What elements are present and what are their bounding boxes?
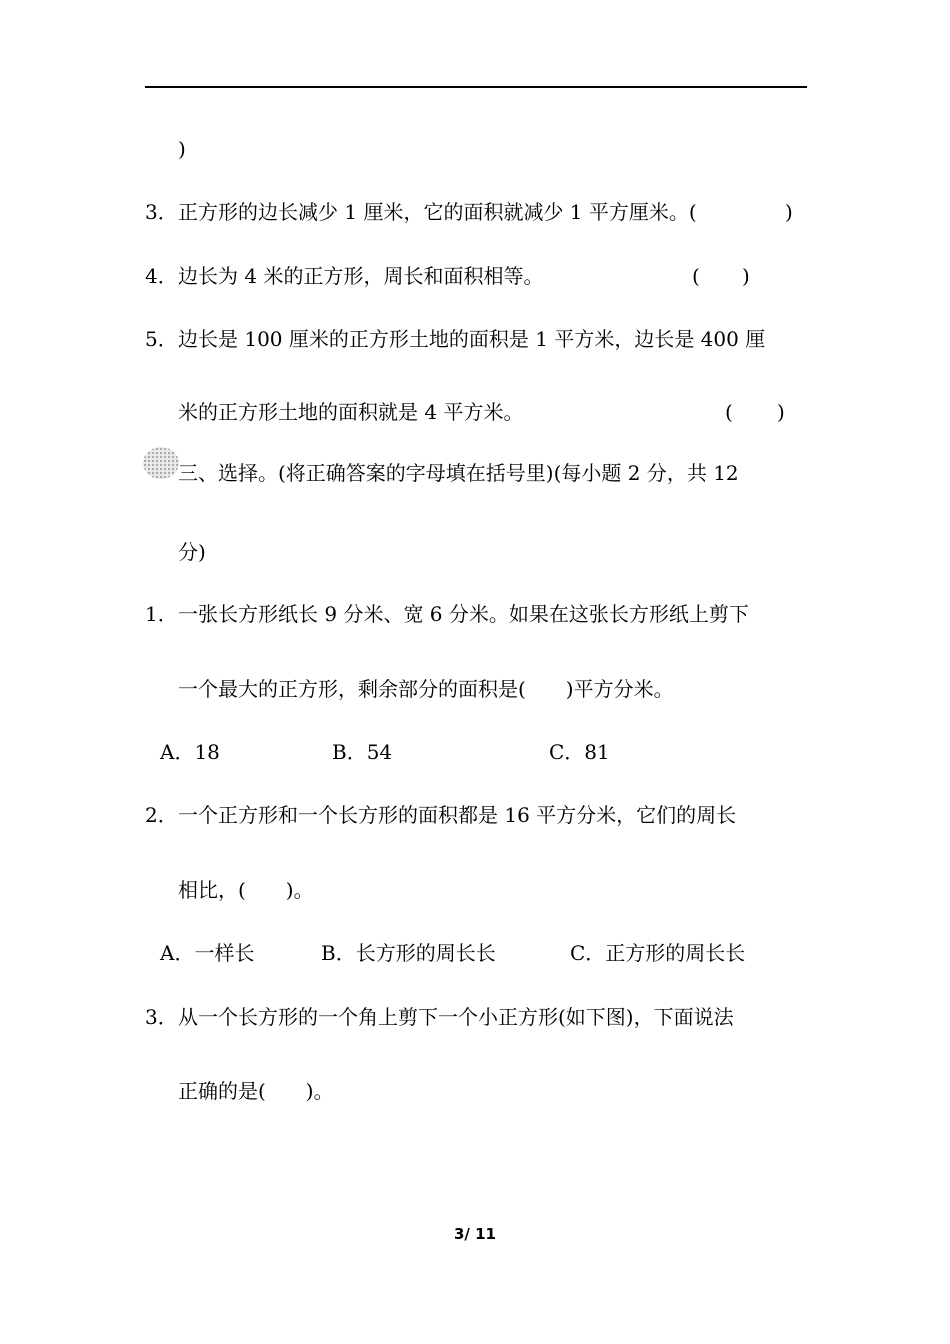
choice-1-option-c: C．81	[549, 740, 610, 764]
judgement-4-text: 边长为 4 米的正方形，周长和面积相等。	[178, 264, 544, 288]
judgement-3-number: 3．	[145, 200, 178, 224]
judgement-5-paren-close: )	[777, 400, 785, 424]
judgement-5-paren-open: (	[725, 400, 733, 424]
judgement-4-number: 4．	[145, 264, 178, 288]
judgement-4-paren-open: (	[692, 264, 700, 288]
choice-3-line1: 从一个长方形的一个角上剪下一个小正方形(如下图)，下面说法	[178, 1005, 734, 1029]
choice-2-option-c: C．正方形的周长长	[570, 941, 746, 965]
section-title-line2: 分)	[178, 540, 206, 564]
choice-2-option-b: B．长方形的周长长	[321, 941, 496, 965]
choice-2-option-a: A．一样长	[160, 941, 255, 965]
section-title-line1: 三、选择。(将正确答案的字母填在括号里)(每小题 2 分，共 12	[178, 461, 739, 485]
choice-1-option-b: B．54	[332, 740, 393, 764]
section-stamp-icon	[143, 447, 179, 479]
judgement-5-text-line2: 米的正方形土地的面积就是 4 平方米。	[178, 400, 524, 424]
judgement-5-text-line1: 边长是 100 厘米的正方形土地的面积是 1 平方米，边长是 400 厘	[178, 327, 766, 351]
judgement-3-text: 正方形的边长减少 1 厘米，它的面积就减少 1 平方厘米。(	[178, 200, 697, 224]
judgement-4-paren-close: )	[742, 264, 750, 288]
choice-1-line1: 一张长方形纸长 9 分米、宽 6 分米。如果在这张长方形纸上剪下	[178, 602, 749, 626]
choice-2-line1: 一个正方形和一个长方形的面积都是 16 平方分米，它们的周长	[178, 803, 737, 827]
choice-1-option-a: A．18	[160, 740, 220, 764]
header-rule	[145, 86, 807, 88]
choice-2-line2: 相比，( )。	[178, 878, 314, 902]
choice-3-number: 3．	[145, 1005, 178, 1029]
page-number: 3/ 11	[453, 1225, 496, 1243]
judgement-5-number: 5．	[145, 327, 178, 351]
choice-1-number: 1．	[145, 602, 178, 626]
choice-3-line2: 正确的是( )。	[178, 1079, 334, 1103]
choice-1-line2: 一个最大的正方形，剩余部分的面积是( )平方分米。	[178, 677, 674, 701]
continuation-paren: )	[178, 137, 186, 161]
judgement-3-paren-close: )	[785, 200, 793, 224]
choice-2-number: 2．	[145, 803, 178, 827]
